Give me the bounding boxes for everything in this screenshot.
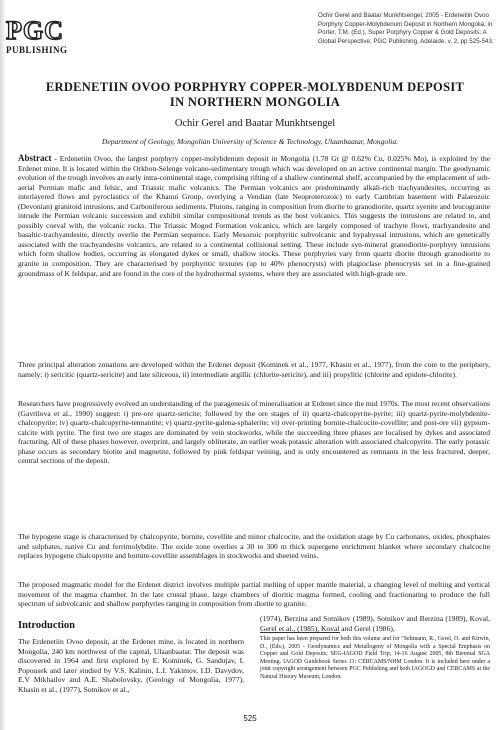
- section-heading-introduction: Introduction: [18, 620, 75, 631]
- author-affiliation: Department of Geology, Mongolian University of Science & Technology, Ulaanbaatar, Mongolia.: [101, 137, 399, 146]
- scan-edge-shadow: [0, 0, 6, 730]
- paragraph-paragenesis: Researchers have progressively evolved an understanding of the paragenesis of mineralisation at Erdenet since the mid 1970s. The most recent observations (Gavrilova et al., 1990) suggest: i) pre-ore quartz-sericite; followed by the ore stages of ii) quartz-chalcopyrite-pyrite; iii) quartz-pyrite-molybdenite-chalcopyrite; iv) quartz-chalcopyrite-tennantite; v) quartz-pyrite-galena-sphalerite; vi) over-printing bornite-chalcocite-covellite; and post-ore vii) gypsum-calcite with pyrite. The first two ore stages are dominated by vein stockworks, while the succeeding three phases are localised by dykes and associated fracturing. All of these phases however, overprint, and largely obliterate, an earlier weak potassic alteration with associated chalcopyrite. The early potassic phase occurs as secondary biotite and magnetite, followed by pink feldspar veining, and is only encountered as remnants in the less fractured, deeper, central sections of the deposit.: [18, 399, 490, 466]
- paper-authors: Ochir Gerel and Baatar Munkhtsengel: [174, 118, 336, 129]
- paragraph-alteration: Three principal alteration zonations are developed within the Erdenet deposit (Kominek et al., 1977, Khasin et al., 1977), from the core to the periphery, namely: i) sericitic (quartz-sericite) and late siliceous, ii) intermediate argillic (chlorite-sericite), and iii) propylitic (chlorite and epidote-chlorite).: [18, 360, 490, 379]
- paragraph-hypogene: The hypogene stage is characterised by chalcopyrite, bornite, covellite and minor chalcocite, and the oxidation stage by Cu carbonates, oxides, phosphates and sulphates, native Cu and ferrimolybdite. The oxide zone overlies a 30 to 300 m thick supergene enrichment blanket where secondary chalcocite replaces hypogene chalcopyrite and bornite-covellite assemblages in stockworks and sheeted veins.: [18, 532, 490, 561]
- introduction-right-column: (1974), Berzina and Sotnikov (1989), Sotnikov and Berzina (1989), Koval, Gerel et al., (1985), Koval and Gerel (1986),: [260, 614, 490, 633]
- page-number: 525: [243, 714, 257, 723]
- citation-header: Ochir Gerel and Baatar Munkhtsengel, 2005 - Erdenetiin Ovoo Porphyry Copper-Molybdenum Deposit in Northern Mongolia; in Porter, T.M. (Ed.), Super Porphyry Copper & Gold Deposits: A Global Perspective; PGC Publishing, Adelaide, v. 2, pp 525-543.: [318, 12, 494, 45]
- logo-sub-text: PUBLISHING: [6, 45, 68, 55]
- paragraph-magmatic-model: The proposed magmatic model for the Erdenet district involves multiple partial melting of upper mantle material, a changing level of melting and vertical movement of the magma chamber. In the late crustal phase, large chambers of dioritic magma formed, cooling and fractionating to produce the full spectrum of subvolcanic and shallow porphyries ranging in composition from diorite to granite.: [18, 580, 490, 609]
- paper-title: ERDENETIIN OVOO PORPHYRY COPPER-MOLYBDENUM DEPOSIT IN NORTHERN MONGOLIA: [45, 80, 465, 109]
- logo-main-text: PGC: [6, 16, 64, 45]
- footnote-divider: [260, 632, 340, 633]
- publisher-logo: [6, 18, 96, 55]
- introduction-left-column: The Erdenetiin Ovoo deposit, at the Erdenet mine, is located in northern Mongolia, 240 km northwest of the capital, Ulaanbaatar. The deposit was discovered in 1964 and first explored by E. Kominek, G. Sandujav, I. Popousek and later studied by V.S. Kalinin, L.I. Yakimov, I.D. Davydov, E.V Mikhailov and A.E. Shabolovsky, (Geology of Mongolia, 1977), Khasin et al., (1977), Sotnikov et al.,: [18, 637, 244, 694]
- abstract-text: - Erdenetiin Ovoo, the largest porphyry copper-molybdenum deposit in Mongolia (1.78 Gt @ 0.62% Cu, 0.025% Mo), is exploited by the Erdenet mine. It is located within the Orkhon-Selenge volcano-sedimentary trough which was developed on an active continental margin. The geodynamic evolution of the trough involves an early intra-continental stage, comprising rifting of a shallow continental shelf, accompanied by the emplacement of sub-aerial Permian mafic and felsic, and Triassic mafic volcanics. The Permian volcanics are predominantly alkali-rich trachyandesites, occurring as interlayered flows and pyroclastics of the Khanui Group, overlying a Vendian (late Neoproterozoic) to early Cambrian basement with Palaeozoic (Devonian) granitoid intrusions, and Carboniferous sediments. Plutons, ranging in composition from diorite to granodiorite, quartz syenite and leucogranite intrude the Permian volcanic succession and exhibit similar compositional trends as the host volcanics. This suggests the intrusions are related to, and possibly coeval with, the volcanic rocks. The Triassic Mogod Formation volcanics, which are largely composed of trachyte flows, trachyandesite and basaltic-trachyandesite, directly overlie the Permian sequence. Early Mesozoic porphyritic subvolcanic and hypabyssal intrusions, which are genetically associated with the trachyandesite volcanics, are related to a continental collisional setting. These include syn-mineral granodiorite-porphyry intrusions which form shallow bodies, occurring as elongated dykes or small, shallow stocks. These porphyries vary from quartz diorite through granodiorite to granite in composition. They are characterised by porphyritic textures (up to 40% phenocrysts) with plagioclase phenocrysts set in a fine-grained groundmass of K feldspar, and are found in the core of the hydrothermal systems, where they are associated with high-grade ore.: [18, 154, 490, 278]
- abstract: [18, 154, 490, 278]
- abstract-label: Abstract: [18, 153, 52, 163]
- footnote: This paper has been prepared for both this volume and for "Seltmann, R., Gerel, O. and Kirwin, D., (Eds.), 2005 - Geodynamics and Metallogeny of Mongolia with a Special Emphasis on Copper and Gold Deposits; SEG-IAGOD Field Trip, 14-16 August 2005, 8th Biennial SGA Meeting. IAGOD Guidebook Series 11: CERCAMS/NHM London. It is included here under a joint copyright arrangement between PGC Publishing and both IAGOGD and CERCAMS at the Natural History Museum, London.: [260, 636, 490, 680]
